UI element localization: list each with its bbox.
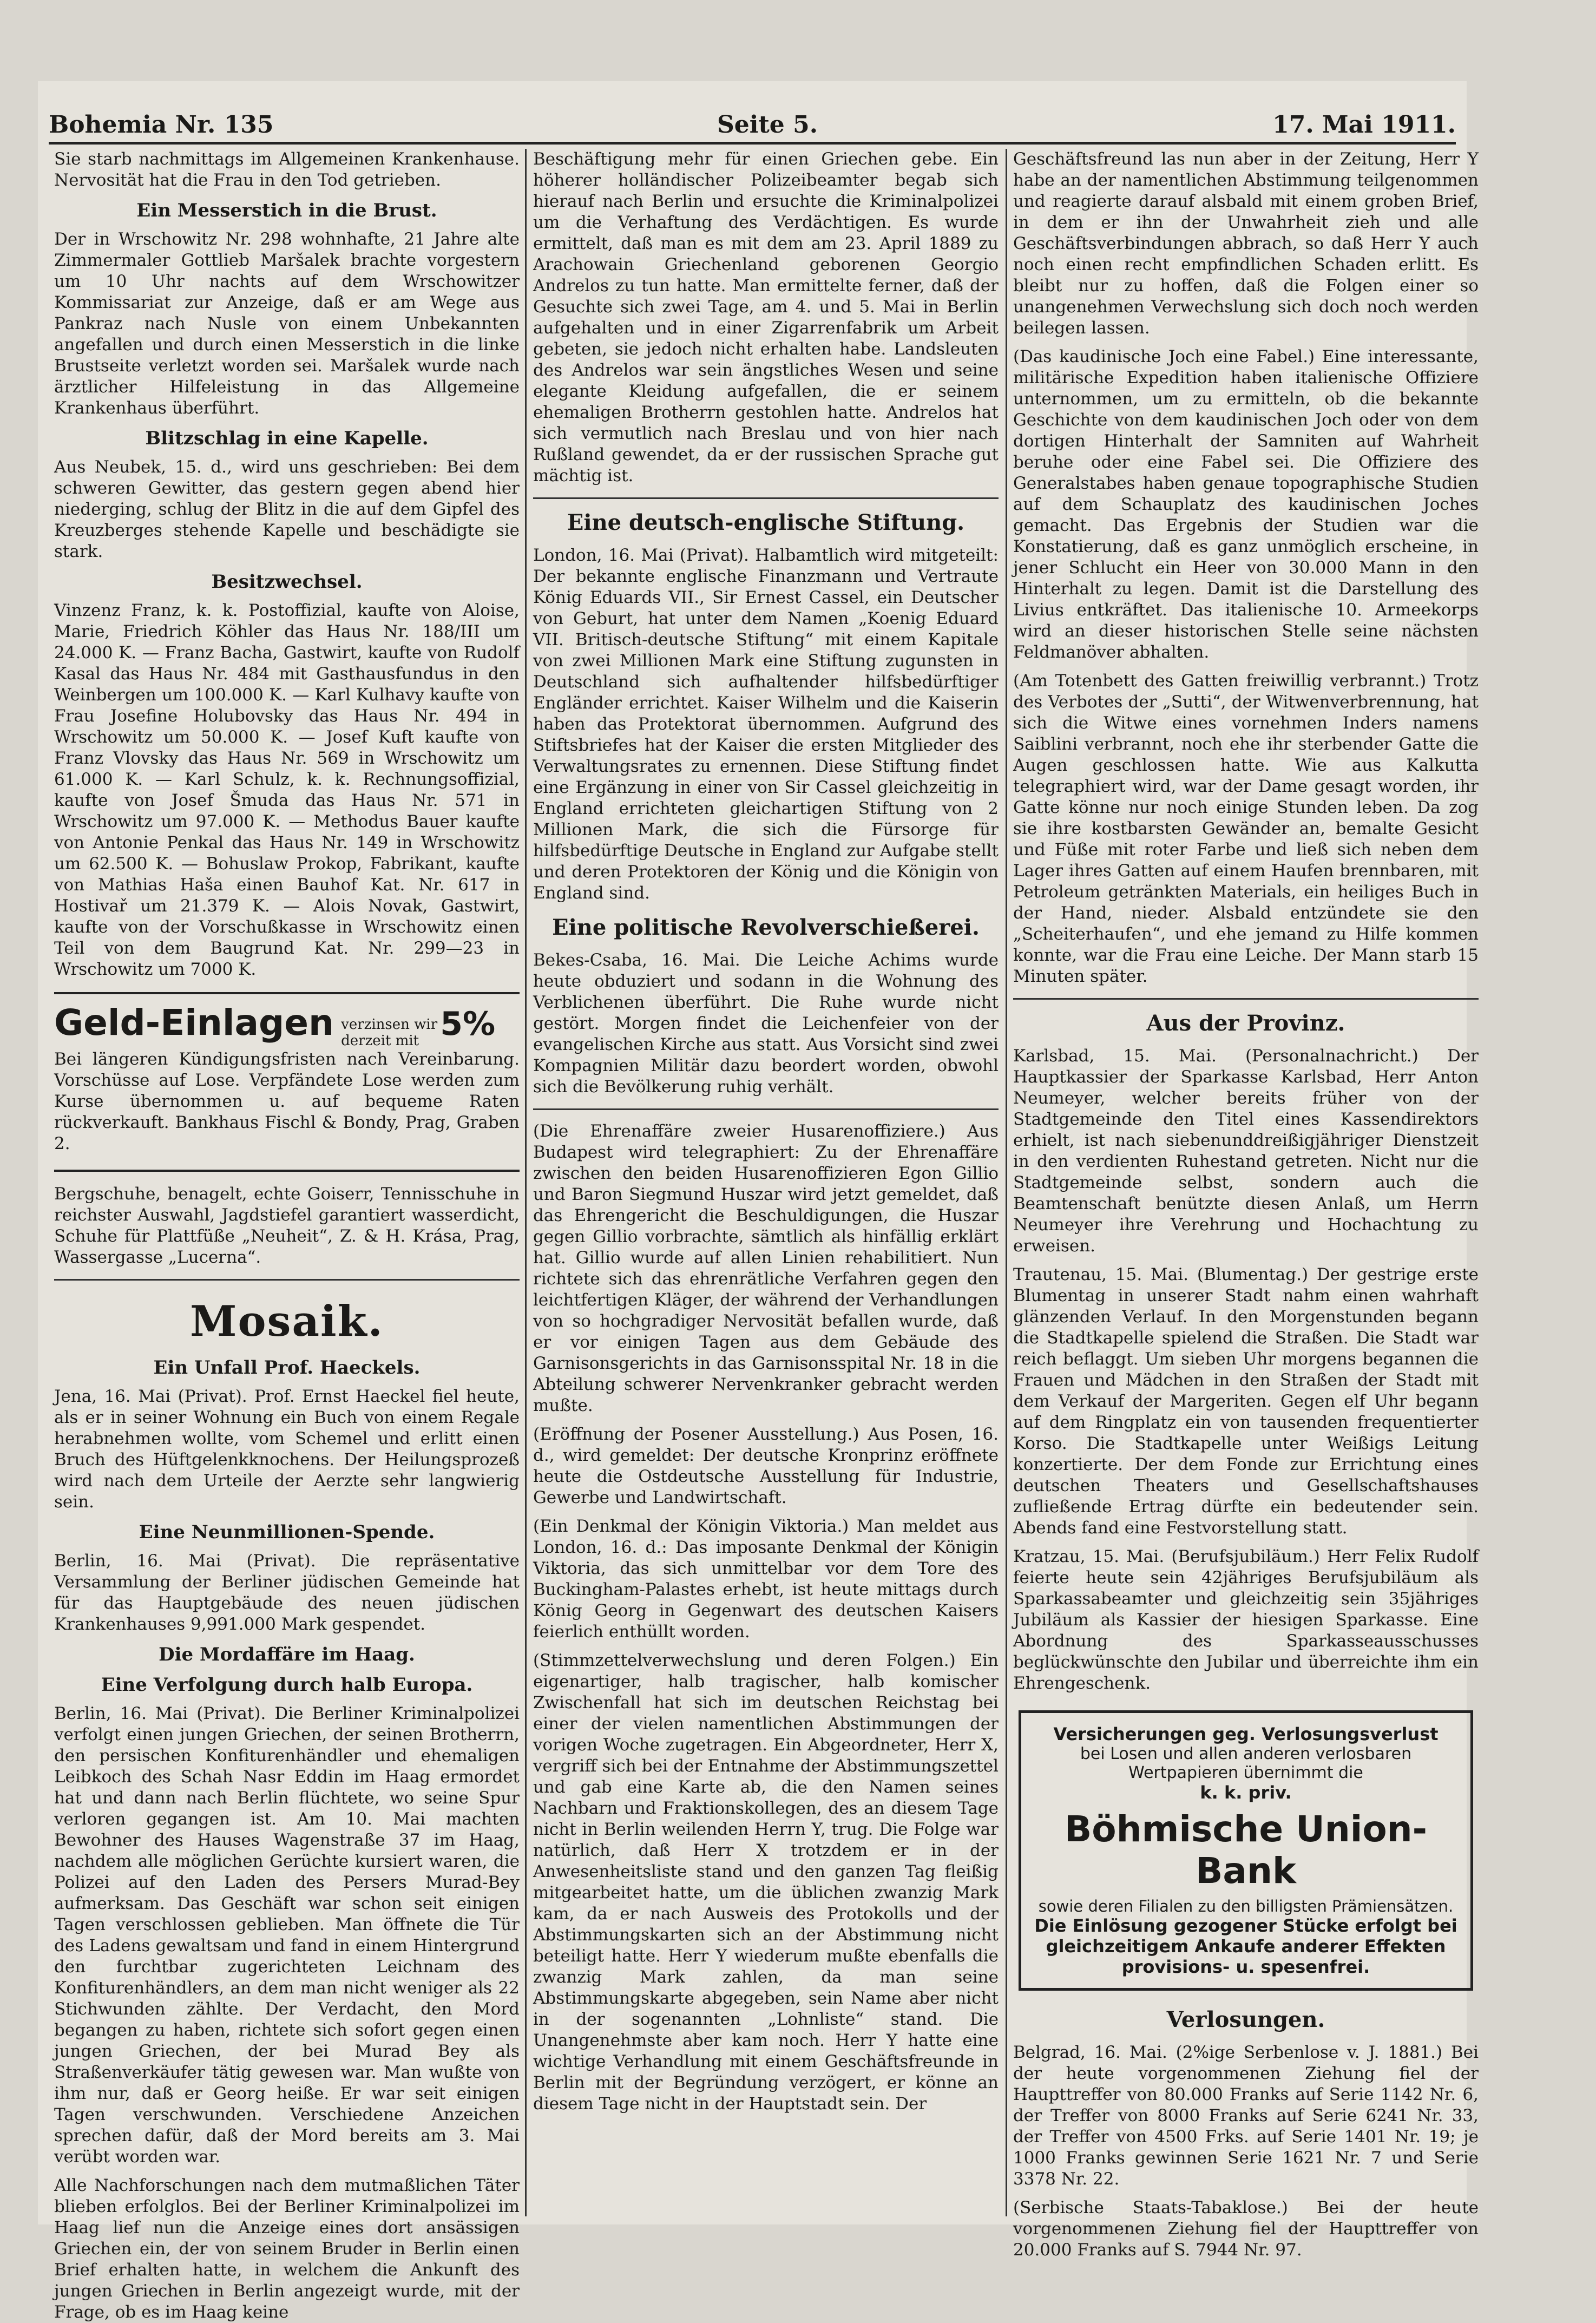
header-rule bbox=[49, 142, 1456, 145]
ad-text: sowie deren Filialen zu den billigsten Prämiensätzen. bbox=[1038, 1897, 1454, 1915]
article-heading: Ein Unfall Prof. Haeckels. bbox=[153, 1356, 421, 1379]
issue-date: 17. Mai 1911. bbox=[1272, 111, 1456, 139]
column-3 bbox=[1013, 149, 1479, 2285]
article-heading: Eine deutsch-englische Stiftung. bbox=[567, 510, 965, 535]
article-subheading: Eine Verfolgung durch halb Europa. bbox=[101, 1674, 473, 1696]
article-text: Berlin, 16. Mai (Privat). Die Berliner Kriminalpolizei verfolgt einen jungen Griechen, der seinen Brotherrn, den persischen Konfiturenhändler und ehemaligen Leibkoch des Schah Nasr Eddin im Haag ermordet hat und dann nach Berlin flüchtete, wo seine Spur verloren gegangen ist. Am 10. Mai machten Bewohner des Hauses Wagenstraße 37 im Haag, nachdem alle möglichen Gerüchte kursiert waren, die Polizei auf den Laden des Persers Murad-Bey aufmerksam. Das Geschäft war schon seit einigen Tagen verschlossen geblieben. Man öffnete die Tür des Ladens gewaltsam und fand in einem Hintergrund den furchtbar zugerichteten Leichnam des Konfiturenhändlers, an dem man nicht weniger als 22 Stichwunden zählte. Der Verdacht, den Mord begangen zu haben, richtete sich sofort gegen einen jungen Griechen, der bei Murad Bey als Straßenverkäufer tätig gewesen war. Man wußte von ihm nur, daß er Georg heiße. Er war seit einigen Tagen verschwunden. Verschiedene Anzeichen sprechen dafür, daß der Mord bereits am 3. Mai verübt worden war. bbox=[54, 1703, 520, 2167]
article-text: Bekes-Csaba, 16. Mai. Die Leiche Achims wurde heute obduziert und sodann in die Wohnung des Verblichenen überführt. Die Ruhe wurde nicht gestört. Morgen findet die Leichenfeier von der evangelischen Kirche aus statt. Aus Vorsicht sind zwei Kompagnien Militär dazu beordert worden, obwohl sich die Bevölkerung ruhig verhält. bbox=[533, 950, 999, 1097]
ad-body: Bei längeren Kündigungsfristen nach Vereinbarung. Vorschüsse auf Lose. Verpfändete Lose werden zum Kurse übernommen u. auf bequeme Raten rückverkauft. Bankhaus Fischl & Bondy, Prag, Graben 2. bbox=[54, 1049, 520, 1153]
divider bbox=[533, 497, 999, 499]
article-text: Berlin, 16. Mai (Privat). Die repräsentative Versammlung der Berliner jüdischen Gemeinde hat für das Hauptgebäude des neuen jüdischen Krankenhauses 9,991.000 Mark gespendet. bbox=[54, 1551, 520, 1634]
ad-interest-rate: 5% bbox=[440, 1005, 496, 1043]
article-heading: Die Mordaffäre im Haag. bbox=[159, 1643, 415, 1665]
article-text: Trautenau, 15. Mai. (Blumentag.) Der gestrige erste Blumentag in unserer Stadt nahm einen wahrhaft glänzenden Verlauf. In den Morgenstunden begann die Stadtkapelle spielend die Straßen. Die Stadt war reich beflaggt. Um sieben Uhr morgens begannen die Frauen und Mädchen in den Straßen der Stadt mit dem Verkauf der Margeriten. Gegen elf Uhr begann auf dem Ringplatz ein von tausenden frequentierter Korso. Die Stadtkapelle unter Weißigs Leitung konzertierte. Der dem Fonde zur Errichtung eines deutschen Theaters und Gesellschaftshauses zufließende Ertrag dürfte ein bedeutender sein. Abends fand eine Festvorstellung statt. bbox=[1013, 1265, 1479, 1538]
article-heading: Blitzschlag in eine Kapelle. bbox=[145, 428, 429, 449]
ad-bank-name: Böhmische Union-Bank bbox=[1064, 1808, 1428, 1892]
article-text: Belgrad, 16. Mai. (2%ige Serbenlose v. J. 1881.) Bei der heute vorgenommenen Ziehung fiel der Haupttreffer von 80.000 Franks auf Serie 1142 Nr. 6, der Treffer von 8000 Franks auf Serie 6241 Nr. 33, der Treffer von 4500 Frks. auf Serie 1401 Nr. 19; je 1000 Franks gewinnen Serie 1621 Nr. 7 und Serie 3378 Nr. 22. bbox=[1013, 2043, 1479, 2189]
article-text: Beschäftigung mehr für einen Griechen gebe. Ein höherer holländischer Polizeibeamter begab sich hierauf nach Berlin und ersuchte die Kriminalpolizei um die Verhaftung des Verdächtigen. Es wurde ermittelt, daß man es mit dem am 23. April 1889 zu Arachowain Griechenland geborenen Georgio Andrelos zu tun hatte. Man ermittelte ferner, daß der Gesuchte sich zwei Tage, am 4. und 5. Mai in Berlin aufgehalten und in einer Zigarrenfabrik um Arbeit gebeten, sie jedoch nicht erhalten habe. Landsleuten des Andrelos war sein ängstliches Wesen und seine elegante Kleidung aufgefallen, die er seinem ehemaligen Brotherrn gestohlen hatte. Andrelos hat sich vermutlich nach Breslau und von hier nach Rußland gewendet, da er der russischen Sprache gut mächtig ist. bbox=[533, 149, 999, 485]
article-text: (Das kaudinische Joch eine Fabel.) Eine interessante, militärische Expedition haben italienische Offiziere unternommen, um zu ermitteln, ob die bekannte Geschichte von dem kaudinischen Joch oder von dem dortigen Hinterhalt der Samniten auf Wahrheit beruhe oder eine Fabel sei. Die Offiziere des Generalstabes haben genaue topographische Studien auf dem Schauplatz des kaudinischen Joches gemacht. Das Ergebnis der Studien war die Konstatierung, daß es ganz unmöglich erscheine, in jener Schlucht ein Heer von 30.000 Mann in den Hinterhalt zu legen. Damit ist die Darstellung des Livius entkräftet. Das italienische 10. Armeekorps wird an dieser historischen Stelle seine nächsten Feldmanöver abhalten. bbox=[1013, 347, 1479, 662]
page-header bbox=[49, 111, 1456, 143]
article-heading: Ein Messerstich in die Brust. bbox=[136, 200, 437, 221]
article-text: Aus Neubek, 15. d., wird uns geschrieben: Bei dem schweren Gewitter, das gestern gegen abend hier niederging, schlug der Blitz in die auf dem Gipfel des Kreuzberges stehende Kapelle und beschädigte sie stark. bbox=[54, 457, 520, 561]
column-2 bbox=[533, 149, 999, 2285]
advertisement-bergschuhe: Bergschuhe, benagelt, echte Goiserr, Tennisschuhe in reichster Auswahl, Jagdstiefel garantiert wasserdicht, Schuhe für Plattfüße „Neuheit“, Z. & H. Krása, Prag, Wassergasse „Lucerna“. bbox=[54, 1184, 520, 1267]
divider bbox=[533, 1108, 999, 1110]
divider bbox=[1013, 998, 1479, 1000]
section-title: Mosaik. bbox=[190, 1296, 384, 1346]
ad-heading: Versicherungen geg. Verlosungsverlust bbox=[1053, 1724, 1439, 1744]
column-divider bbox=[525, 149, 527, 2216]
column-1 bbox=[54, 149, 520, 2322]
article-text: (Stimmzettelverwechslung und deren Folgen.) Ein eigenartiger, halb tragischer, halb komischer Zwischenfall hat sich im deutschen Reichstag bei einer der vielen namentlichen Abstimmungen der vorigen Woche zugetragen. Ein Abgeordneter, Herr X, vergriff sich bei der Entnahme der Abstimmungszettel und gab eine Karte ab, die den Namen seines Nachbarn und Fraktionskollegen, des an diesem Tage nicht in Berlin weilenden Herrn Y, trug. Die Folge war natürlich, daß Herr X trotzdem er in der Anwesenheitsliste stand und den ganzen Tag fleißig mitgearbeitet hatte, um die üblichen zwanzig Mark kam, da er nach Ausweis des Protokolls und der Abstimmungskarten sich an der Abstimmung nicht beteiligt hatte. Herr Y wiederum mußte ebenfalls die zwanzig Mark zahlen, da man seine Abstimmungskarte abgegeben, sein Name aber nicht in der sogenannten „Lohnliste“ stand. Die Unangenehmste aber kam noch. Herr Y hatte eine wichtige Verhandlung mit einem Geschäftsfreunde in Berlin mit der Begründung verzögert, er könne an diesem Tage nicht in der Hauptstadt sein. Der bbox=[533, 1651, 999, 2114]
advertisement-union-bank bbox=[1019, 1710, 1473, 1991]
page-number: Seite 5. bbox=[717, 111, 818, 139]
article-heading: Eine Neunmillionen-Spende. bbox=[139, 1521, 435, 1543]
divider bbox=[54, 1279, 520, 1281]
article-text: Vinzenz Franz, k. k. Postoffizial, kaufte von Aloise, Marie, Friedrich Köhler das Haus Nr. 188/III um 24.000 K. — Franz Bacha, Gastwirt, kaufte von Rudolf Kasal das Haus Nr. 484 mit Gasthausfundus in den Weinbergen um 100.000 K. — Karl Kulhavy kaufte von Frau Josefine Holubovsky das Haus Nr. 494 in Wrschowitz um 50.000 K. — Josef Kuft kaufte von Franz Vlovsky das Haus Nr. 569 in Wrschowitz um 61.000 K. — Karl Schulz, k. k. Rechnungsoffizial, kaufte von Josef Šmuda das Haus Nr. 571 in Wrschowitz um 97.000 K. — Methodus Bauer kaufte von Antonie Penkal das Haus Nr. 149 in Wrschowitz um 62.500 K. — Bohuslaw Prokop, Fabrikant, kaufte von Mathias Haša einen Bauhof Kat. Nr. 617 in Hostivař um 21.379 K. — Alois Novak, Gastwirt, kaufte von der Vorschußkasse in Wrschowitz einen Teil von dem Baugrund Kat. Nr. 299—23 in Wrschowitz um 7000 K. bbox=[54, 601, 520, 979]
article-text: (Eröffnung der Posener Ausstellung.) Aus Posen, 16. d., wird gemeldet: Der deutsche Kronprinz eröffnete heute die Ostdeutsche Ausstellung für Industrie, Gewerbe und Landwirtschaft. bbox=[533, 1425, 999, 1507]
article-text: (Die Ehrenaffäre zweier Husarenoffiziere.) Aus Budapest wird telegraphiert: Zu der Ehrenaffäre zwischen den beiden Husarenoffizieren Egon Gillio und Baron Siegmund Huszar wird jetzt gemeldet, daß das Ehrengericht die Beschuldigungen, die Huszar gegen Gillio vorbrachte, sämtlich als hinfällig erklärt hat. Gillio wurde auf allen Linien rehabilitiert. Nun richtete sich das ehrenrätliche Verfahren gegen den leichtfertigen Kläger, der während der Verhandlungen von so hochgradiger Nervosität befallen wurde, daß er vor einigen Tagen aus dem Gebäude des Garnisonsgerichts in das Garnisonsspital Nr. 18 in die Abteilung schwerer Nervenkranker gebracht werden mußte. bbox=[533, 1121, 999, 1415]
ad-priv: k. k. priv. bbox=[1200, 1782, 1292, 1803]
article-text: London, 16. Mai (Privat). Halbamtlich wird mitgeteilt: Der bekannte englische Finanzmann und Vertraute König Eduards VII., Sir Ernest Cassel, ein Deutscher von Geburt, hat unter dem Namen „Koenig Eduard VII. Britisch-deutsche Stiftung“ mit einem Kapitale von zwei Millionen Mark eine Stiftung zugunsten in Deutschland sich aufhaltender hilfsbedürftiger Engländer errichtet. Kaiser Wilhelm und die Kaiserin haben das Protektorat übernommen. Aufgrund des Stiftsbriefes hat der Kaiser die ersten Mitglieder des Verwaltungsrates zu ernennen. Diese Stiftung findet eine Ergänzung in einer von Sir Cassel gleichzeitig in England errichteten gleichartigen Stiftung von 2 Millionen Mark, die sich die Fürsorge für hilfsbedürftige Deutsche in England zur Aufgabe stellt und deren Protektoren der König und die Königin von England sind. bbox=[533, 546, 999, 903]
article-text: Sie starb nachmittags im Allgemeinen Krankenhause. Nervosität hat die Frau in den Tod getrieben. bbox=[54, 149, 520, 190]
column-divider bbox=[1006, 149, 1007, 2216]
article-heading: Eine politische Revolverschießerei. bbox=[552, 915, 980, 940]
article-text: (Am Totenbett des Gatten freiwillig verbrannt.) Trotz des Verbotes der „Sutti“, der Witwenverbrennung, hat sich die Witwe eines vornehmen Inders namens Saiblini verbrannt, noch ehe ihr sterbender Gatte die Augen geschlossen hatte. Wie aus Kalkutta telegraphiert wird, war der Dame gesagt worden, ihr Gatte könne nur noch einige Stunden leben. Da zog sie ihre kostbarsten Gewänder an, bemalte Gesicht und Füße mit roter Farbe und ließ sich neben dem Lager ihres Gatten auf einem Haufen brennbaren, mit Petroleum getränkten Materials, ein heiliges Buch in der Hand, nieder. Alsbald entzündete sie den „Scheiterhaufen“, und ehe jemand zu Hilfe kommen konnte, war die Frau eine Leiche. Der Mann starb 15 Minuten später. bbox=[1013, 671, 1479, 986]
ad-title: Geld-Einlagen bbox=[54, 1002, 334, 1044]
article-text: Geschäftsfreund las nun aber in der Zeitung, Herr Y habe an der namentlichen Abstimmung teilgenommen und reagierte darauf alsbald mit einem groben Brief, in dem er ihn der Unwahrheit zieh und alle Geschäftsverbindungen abbrach, so daß Herr Y auch noch einen recht empfindlichen Schaden erlitt. Es bleibt nur zu hoffen, daß die Folgen einer so unangenehmen Verwechslung sich doch noch werden beilegen lassen. bbox=[1013, 149, 1479, 338]
article-text: (Serbische Staats-Tabaklose.) Bei der heute vorgenommenen Ziehung fiel der Haupttreffer von 20.000 Franks auf S. 7944 Nr. 97. bbox=[1013, 2198, 1479, 2260]
article-text: Jena, 16. Mai (Privat). Prof. Ernst Haeckel fiel heute, als er in seiner Wohnung ein Buch von einem Regale herabnehmen wollte, vom Schemel und erlitt einen Bruch des Hüftgelenkknochens. Der Heilungsprozeß wird nach dem Urteile der Aerzte sehr langwierig sein. bbox=[54, 1386, 520, 1512]
article-text: Alle Nachforschungen nach dem mutmaßlichen Täter blieben erfolglos. Bei der Berliner Kriminalpolizei im Haag lief nun die Anzeige eines dort ansässigen Griechen ein, der von seinem Bruder in Berlin einen Brief erhalten hatte, in welchem die Ankunft des jungen Griechen in Berlin angezeigt wurde, mit der Frage, ob es im Haag keine bbox=[54, 2175, 520, 2322]
article-text: Kratzau, 15. Mai. (Berufsjubiläum.) Herr Felix Rudolf feierte heute sein 42jähriges Berufsjubiläum als Sparkassabeamter und gleichzeitig sein 35jähriges Jubiläum als Kassier der hiesigen Sparkasse. Eine Abordnung des Sparkasseausschusses beglückwünschte den Jubilar und überreichte ihm ein Ehrengeschenk. bbox=[1013, 1547, 1479, 1693]
ad-side-text: verzinsen wir derzeit mit bbox=[341, 1016, 438, 1049]
article-heading: Besitzwechsel. bbox=[211, 571, 363, 593]
article-text: Karlsbad, 15. Mai. (Personalnachricht.) Der Hauptkassier der Sparkasse Karlsbad, Herr Anton Neumeyer, welcher bereits früher von der Stadtgemeinde den Titel eines Kassendirektors erhielt, ist nach siebenunddreißigjähriger Dienstzeit in den verdienten Ruhestand getreten. Nicht nur die Stadtgemeinde selbst, sondern auch die Beamtenschaft benützte diesen Anlaß, um Herrn Neumeyer ihre Verehrung und Hochachtung zu erweisen. bbox=[1013, 1046, 1479, 1256]
ad-text: bei Losen und allen anderen verlosbaren Wertpapieren übernimmt die bbox=[1080, 1744, 1412, 1782]
section-title: Aus der Provinz. bbox=[1146, 1010, 1345, 1036]
advertisement-geld-einlagen bbox=[54, 992, 520, 1172]
publication-issue: Bohemia Nr. 135 bbox=[49, 111, 274, 139]
ad-text: Die Einlösung gezogener Stücke erfolgt bei gleichzeitigem Ankaufe anderer Effekten provisions- u. spesenfrei. bbox=[1034, 1915, 1457, 1977]
article-text: Der in Wrschowitz Nr. 298 wohnhafte, 21 Jahre alte Zimmermaler Gottlieb Maršalek brachte vorgestern um 10 Uhr nachts auf dem Wrschowitzer Kommissariat zur Anzeige, daß er am Wege aus Pankraz nach Nusle von einem Unbekannten angefallen und durch einen Messerstich in die linke Brustseite verletzt worden sei. Maršalek wurde nach ärztlicher Hilfeleistung in das Allgemeine Krankenhaus überführt. bbox=[54, 229, 520, 418]
section-title: Verlosungen. bbox=[1166, 2007, 1325, 2032]
article-text: (Ein Denkmal der Königin Viktoria.) Man meldet aus London, 16. d.: Das imposante Denkmal der Königin Viktoria, das sich unmittelbar vor dem Tore des Buckingham-Palastes erhebt, ist heute mittags durch König Georg in Gegenwart des deutschen Kaisers feierlich enthüllt worden. bbox=[533, 1517, 999, 1642]
